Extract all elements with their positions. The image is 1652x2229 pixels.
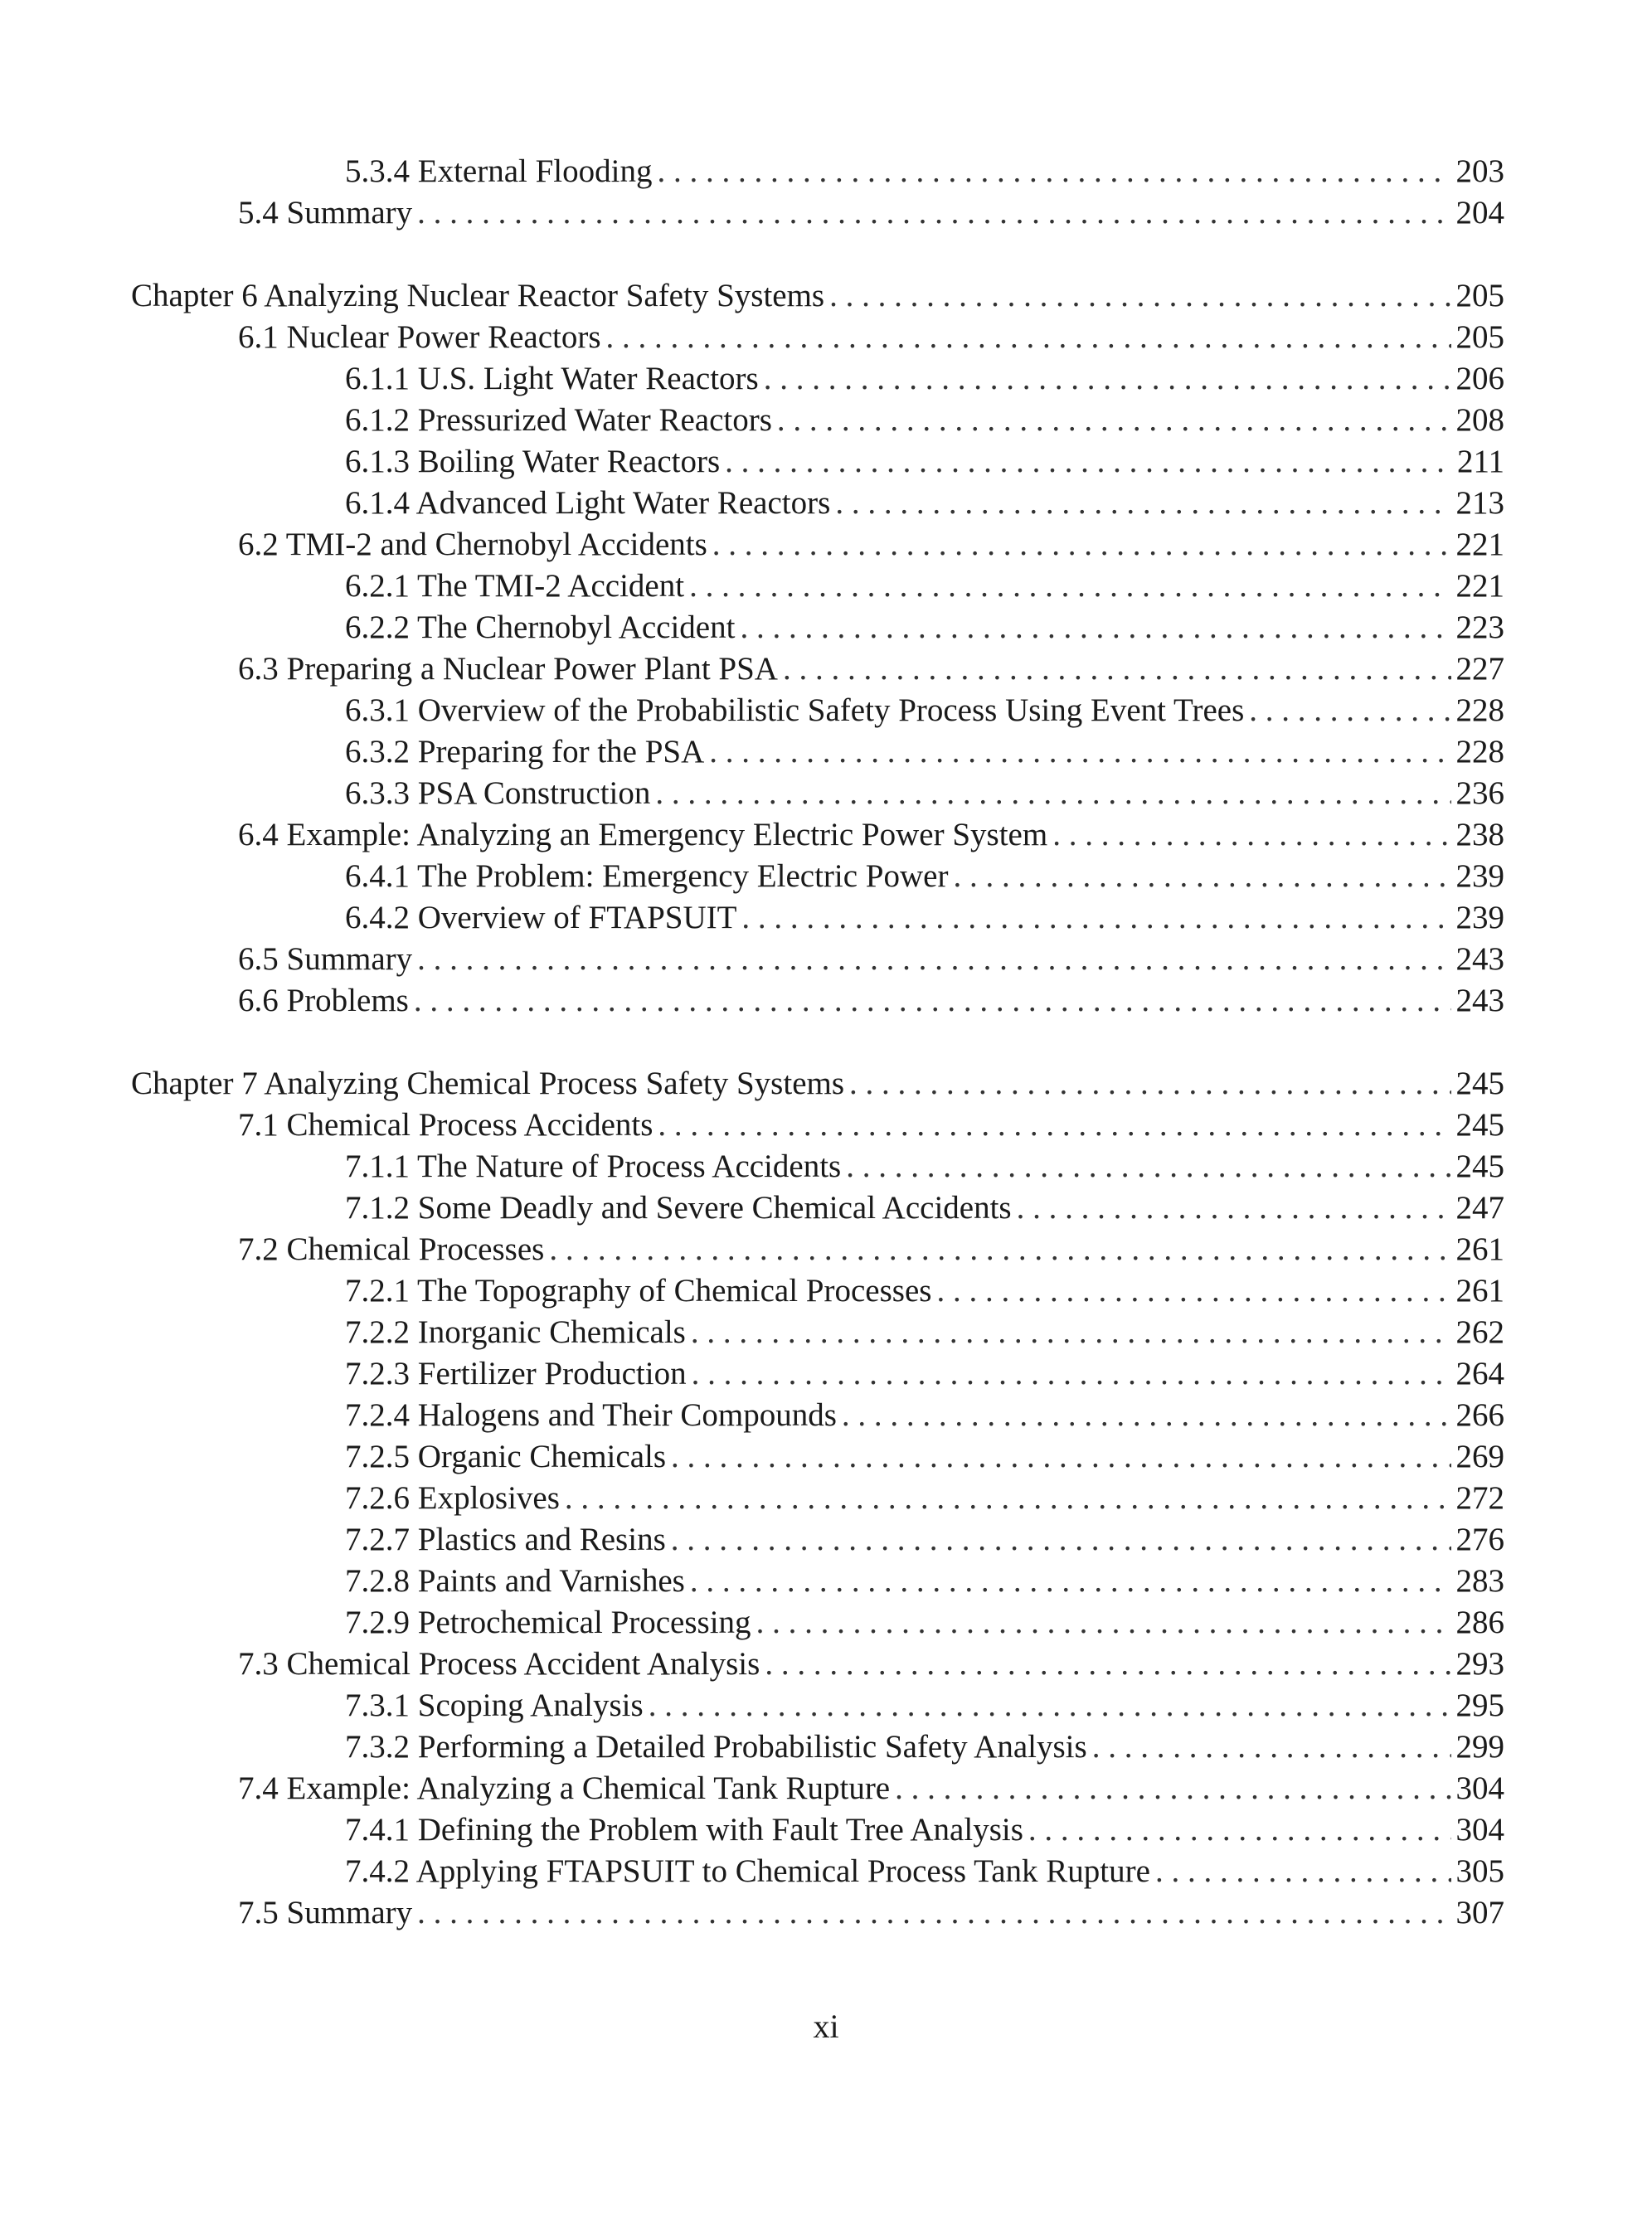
toc-entry-label: 6.3.2 Preparing for the PSA <box>345 734 705 770</box>
toc-entry-page: 243 <box>1455 983 1504 1018</box>
toc-entry-page: 276 <box>1455 1522 1504 1557</box>
toc-entry-label: 5.4 Summary <box>238 195 413 231</box>
toc-entry[interactable] <box>345 483 1504 524</box>
toc-entry-label: Chapter 7 Analyzing Chemical Process Safety Systems <box>131 1066 845 1101</box>
dot-leader <box>690 1561 1451 1602</box>
dot-leader <box>1092 1726 1451 1768</box>
dot-leader <box>846 1146 1450 1187</box>
dot-leader <box>417 1892 1450 1934</box>
toc-entry-page: 245 <box>1455 1148 1504 1184</box>
toc-entry[interactable] <box>345 897 1504 939</box>
toc-entry-page: 203 <box>1455 153 1504 189</box>
toc-entry-label: 7.4 Example: Analyzing a Chemical Tank Rupture <box>238 1770 891 1806</box>
toc-entry-page: 272 <box>1455 1480 1504 1516</box>
dot-leader <box>741 897 1450 939</box>
dot-leader <box>655 773 1450 814</box>
toc-entry[interactable] <box>345 856 1504 897</box>
dot-leader <box>829 275 1450 317</box>
dot-leader <box>1017 1187 1451 1229</box>
toc-entry-page: 245 <box>1455 1066 1504 1101</box>
toc-entry-page: 239 <box>1455 900 1504 935</box>
dot-leader <box>671 1519 1451 1561</box>
toc-entry-page: 213 <box>1455 485 1504 521</box>
toc-entry-page: 304 <box>1455 1770 1504 1806</box>
dot-leader <box>777 400 1451 441</box>
toc-entry-label: 6.6 Problems <box>238 983 409 1018</box>
dot-leader <box>895 1768 1450 1809</box>
toc-entry[interactable] <box>238 980 1504 1022</box>
toc-entry-page: 228 <box>1455 734 1504 770</box>
toc-entry[interactable] <box>345 1187 1504 1229</box>
toc-entry-label: 7.4.1 Defining the Problem with Fault Tree Analysis <box>345 1812 1023 1848</box>
toc-entry-label: 7.2.2 Inorganic Chemicals <box>345 1314 686 1350</box>
dot-leader <box>692 1353 1451 1395</box>
toc-entry-label: 6.3.1 Overview of the Probabilistic Safety Process Using Event Trees <box>345 692 1245 728</box>
toc-entry-label: 6.1 Nuclear Power Reactors <box>238 319 601 355</box>
toc-entry[interactable] <box>345 1519 1504 1561</box>
toc-entry[interactable] <box>345 690 1504 731</box>
toc-entry-label: 6.3 Preparing a Nuclear Power Plant PSA <box>238 651 778 687</box>
toc-chapter-entry[interactable] <box>131 275 1504 317</box>
dot-leader <box>1155 1851 1451 1892</box>
toc-entry-page: 223 <box>1455 609 1504 645</box>
toc-entry-page: 286 <box>1455 1605 1504 1640</box>
toc-entry-page: 269 <box>1455 1439 1504 1474</box>
dot-leader <box>709 731 1450 773</box>
toc-entry-label: 7.2.3 Fertilizer Production <box>345 1356 687 1391</box>
toc-entry-page: 245 <box>1455 1107 1504 1143</box>
toc-entry[interactable] <box>345 773 1504 814</box>
toc-entry-page: 211 <box>1456 444 1504 479</box>
toc-entry-label: 6.4 Example: Analyzing an Emergency Electric Power System <box>238 817 1048 852</box>
toc-entry-label: 6.3.3 PSA Construction <box>345 775 651 811</box>
toc-entry-page: 261 <box>1455 1273 1504 1309</box>
dot-leader <box>658 1105 1450 1146</box>
toc-entry[interactable] <box>238 1892 1504 1934</box>
toc-entry-page: 204 <box>1455 195 1504 231</box>
dot-leader <box>765 1644 1450 1685</box>
dot-leader <box>417 192 1450 234</box>
toc-entry-page: 239 <box>1455 858 1504 894</box>
toc-entry[interactable] <box>345 1436 1504 1478</box>
toc-entry-page: 305 <box>1455 1853 1504 1889</box>
toc-entry-page: 307 <box>1455 1895 1504 1930</box>
toc-entry-label: 7.2.1 The Topography of Chemical Processes <box>345 1273 932 1309</box>
toc-entry[interactable] <box>238 814 1504 856</box>
toc-entry-page: 236 <box>1455 775 1504 811</box>
toc-entry[interactable] <box>238 1105 1504 1146</box>
dot-leader <box>712 524 1451 566</box>
toc-entry-page: 304 <box>1455 1812 1504 1848</box>
toc-entry[interactable] <box>345 358 1504 400</box>
toc-entry-page: 264 <box>1455 1356 1504 1391</box>
toc-entry-label: 6.1.4 Advanced Light Water Reactors <box>345 485 831 521</box>
toc-entry-label: 7.2.5 Organic Chemicals <box>345 1439 667 1474</box>
toc-entry-page: 266 <box>1455 1397 1504 1433</box>
toc-entry-page: 243 <box>1455 941 1504 977</box>
dot-leader <box>740 607 1450 648</box>
toc-entry-label: 7.1 Chemical Process Accidents <box>238 1107 654 1143</box>
dot-leader <box>725 441 1452 483</box>
toc-entry[interactable] <box>238 524 1504 566</box>
toc-entry-label: 6.4.1 The Problem: Emergency Electric Power <box>345 858 949 894</box>
toc-entry[interactable] <box>345 1809 1504 1851</box>
dot-leader <box>657 151 1450 192</box>
toc-entry[interactable] <box>345 1685 1504 1726</box>
toc-entry-page: 295 <box>1455 1688 1504 1723</box>
toc-entry[interactable] <box>345 607 1504 648</box>
dot-leader <box>414 980 1451 1022</box>
toc-entry-label: 7.2.7 Plastics and Resins <box>345 1522 666 1557</box>
toc-entry-page: 205 <box>1455 278 1504 313</box>
toc-entry-label: 7.3.1 Scoping Analysis <box>345 1688 644 1723</box>
toc-entry[interactable] <box>345 151 1504 192</box>
toc-entry-label: 7.2.9 Petrochemical Processing <box>345 1605 751 1640</box>
toc-entry-label: 6.1.2 Pressurized Water Reactors <box>345 402 772 438</box>
toc-entry-page: 283 <box>1455 1563 1504 1599</box>
toc-entry[interactable] <box>345 1312 1504 1353</box>
toc-entry[interactable] <box>345 1353 1504 1395</box>
toc-entry[interactable] <box>345 1602 1504 1644</box>
toc-entry[interactable] <box>345 1270 1504 1312</box>
dot-leader <box>1052 814 1450 856</box>
toc-entry-page: 238 <box>1455 817 1504 852</box>
toc-entry[interactable] <box>345 1478 1504 1519</box>
toc-entry-label: 7.2 Chemical Processes <box>238 1231 545 1267</box>
dot-leader <box>649 1685 1451 1726</box>
toc-entry[interactable] <box>345 441 1504 483</box>
toc-entry[interactable] <box>345 400 1504 441</box>
toc-entry-label: 7.1.1 The Nature of Process Accidents <box>345 1148 842 1184</box>
dot-leader <box>756 1602 1451 1644</box>
toc-entry-label: 7.1.2 Some Deadly and Severe Chemical Accidents <box>345 1190 1012 1226</box>
toc-entry-page: 221 <box>1455 568 1504 604</box>
dot-leader <box>953 856 1450 897</box>
toc-entry-label: 7.2.4 Halogens and Their Compounds <box>345 1397 837 1433</box>
toc-entry[interactable] <box>345 1726 1504 1768</box>
toc-entry-label: 6.1.1 U.S. Light Water Reactors <box>345 361 759 396</box>
toc-entry[interactable] <box>238 192 1504 234</box>
toc-chapter-entry[interactable] <box>131 1063 1504 1105</box>
dot-leader <box>691 1312 1451 1353</box>
toc-entry-label: 6.2.1 The TMI-2 Accident <box>345 568 685 604</box>
dot-leader <box>606 317 1451 358</box>
dot-leader <box>1028 1809 1451 1851</box>
toc-entry[interactable] <box>238 1644 1504 1685</box>
dot-leader <box>936 1270 1450 1312</box>
toc-entry[interactable] <box>345 731 1504 773</box>
toc-entry[interactable] <box>238 648 1504 690</box>
dot-leader <box>842 1395 1451 1436</box>
toc-entry[interactable] <box>238 1229 1504 1270</box>
toc-entry-label: 5.3.4 External Flooding <box>345 153 653 189</box>
toc-entry-label: 7.2.8 Paints and Varnishes <box>345 1563 685 1599</box>
toc-entry-label: 7.3.2 Performing a Detailed Probabilistic Safety Analysis <box>345 1729 1087 1765</box>
toc-entry-page: 228 <box>1455 692 1504 728</box>
dot-leader <box>764 358 1451 400</box>
dot-leader <box>671 1436 1450 1478</box>
toc-entry-page: 261 <box>1455 1231 1504 1267</box>
dot-leader <box>417 939 1450 980</box>
toc-entry-label: 7.3 Chemical Process Accident Analysis <box>238 1646 760 1682</box>
toc-entry[interactable] <box>345 1561 1504 1602</box>
toc-entry-page: 247 <box>1455 1190 1504 1226</box>
toc-entry[interactable] <box>238 1768 1504 1809</box>
toc-entry[interactable] <box>345 1851 1504 1892</box>
toc-entry-label: 7.5 Summary <box>238 1895 413 1930</box>
toc-entry[interactable] <box>345 1395 1504 1436</box>
toc-entry-page: 206 <box>1455 361 1504 396</box>
dot-leader <box>849 1063 1450 1105</box>
toc-entry[interactable] <box>345 1146 1504 1187</box>
dot-leader <box>689 566 1450 607</box>
toc-entry-label: 6.2.2 The Chernobyl Accident <box>345 609 736 645</box>
toc-entry-label: 7.2.6 Explosives <box>345 1480 560 1516</box>
dot-leader <box>1249 690 1450 731</box>
toc-entry-label: 6.2 TMI-2 and Chernobyl Accidents <box>238 527 707 562</box>
toc-entry-page: 293 <box>1455 1646 1504 1682</box>
toc-entry-page: 221 <box>1455 527 1504 562</box>
toc-entry-label: 7.4.2 Applying FTAPSUIT to Chemical Process Tank Rupture <box>345 1853 1150 1889</box>
toc-entry-page: 299 <box>1455 1729 1504 1765</box>
toc-entry[interactable] <box>345 566 1504 607</box>
toc-entry[interactable] <box>238 939 1504 980</box>
toc-entry-label: Chapter 6 Analyzing Nuclear Reactor Safety Systems <box>131 278 825 313</box>
toc-entry-label: 6.5 Summary <box>238 941 413 977</box>
toc-entry-page: 205 <box>1455 319 1504 355</box>
dot-leader <box>549 1229 1450 1270</box>
toc-entry-label: 6.1.3 Boiling Water Reactors <box>345 444 721 479</box>
toc-entry-page: 262 <box>1455 1314 1504 1350</box>
dot-leader <box>783 648 1451 690</box>
toc-entry-page: 227 <box>1455 651 1504 687</box>
toc-entry-page: 208 <box>1455 402 1504 438</box>
toc-entry-label: 6.4.2 Overview of FTAPSUIT <box>345 900 737 935</box>
toc-entry[interactable] <box>238 317 1504 358</box>
page-number: xi <box>813 2008 839 2045</box>
dot-leader <box>565 1478 1451 1519</box>
dot-leader <box>835 483 1450 524</box>
